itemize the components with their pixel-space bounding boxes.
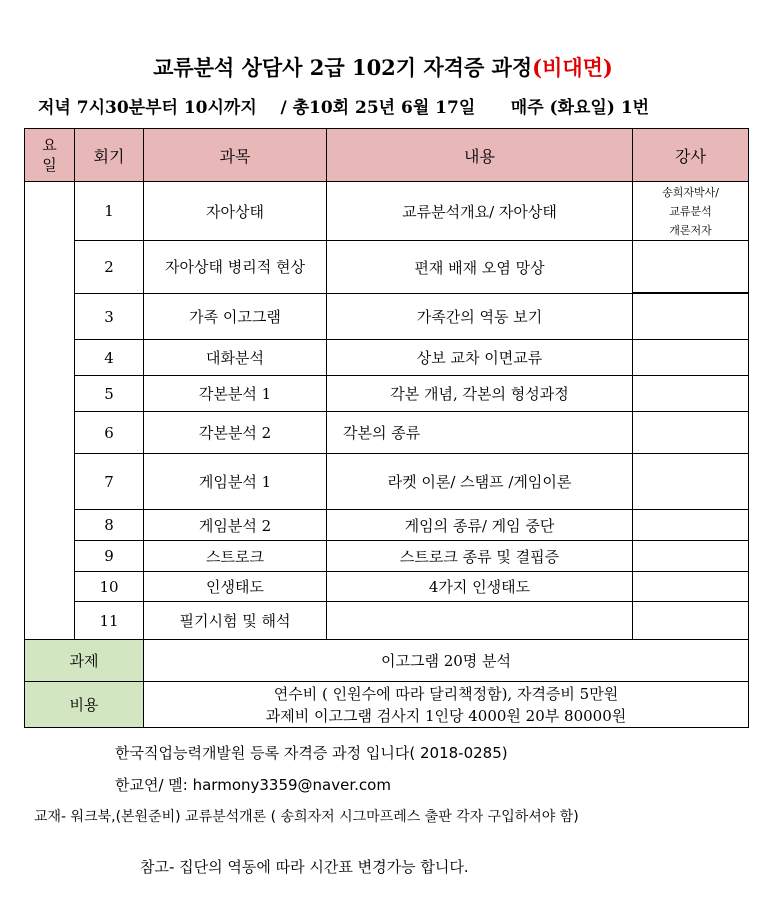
table-row bbox=[25, 572, 749, 602]
content-cell: 각본의 종류 bbox=[327, 412, 633, 454]
table-row bbox=[25, 376, 749, 412]
instructor-cell-empty bbox=[633, 294, 749, 340]
instructor-cell bbox=[633, 182, 749, 241]
subject-cell: 자아상태 병리적 현상 bbox=[144, 241, 327, 294]
subject-cell: 자아상태 bbox=[144, 182, 327, 241]
table-row bbox=[25, 182, 749, 241]
instructor-cell-empty bbox=[633, 241, 749, 294]
subtitle-schedule: 매주 (화요일) 1번 bbox=[510, 98, 650, 118]
subject-cell: 게임분석 2 bbox=[144, 510, 327, 541]
table-row bbox=[25, 412, 749, 454]
instructor-cell-empty bbox=[633, 376, 749, 412]
subject-cell: 대화분석 bbox=[144, 340, 327, 376]
subject-cell: 각본분석 2 bbox=[144, 412, 327, 454]
table-row bbox=[25, 541, 749, 572]
content-cell: 각본 개념, 각본의 형성과정 bbox=[327, 376, 633, 412]
subtitle-sessions: / 총10회 25년 6월 17일 bbox=[280, 98, 476, 118]
cost-row bbox=[25, 682, 749, 728]
instructor-cell-empty bbox=[633, 572, 749, 602]
cost-line2: 과제비 이고그램 검사지 1인당 4000원 20부 80000원 bbox=[265, 706, 627, 725]
registration-note: 한국직업능력개발원 등록 자격증 과정 입니다( 2018-0285) bbox=[115, 744, 508, 762]
session-number: 2 bbox=[75, 241, 144, 294]
instructor-cell-empty bbox=[633, 340, 749, 376]
header-session: 회기 bbox=[75, 129, 144, 182]
curriculum-table bbox=[24, 128, 749, 728]
table-row bbox=[25, 510, 749, 541]
title-highlight: (비대면) bbox=[532, 55, 613, 80]
content-cell: 편재 배재 오염 망상 bbox=[327, 241, 633, 294]
content-cell: 가족간의 역동 보기 bbox=[327, 294, 633, 340]
subtitle bbox=[38, 93, 649, 118]
instructor-line1: 송희자박사/ bbox=[662, 186, 719, 199]
instructor-cell-empty bbox=[633, 454, 749, 510]
subject-cell: 스트로크 bbox=[144, 541, 327, 572]
session-number: 11 bbox=[75, 602, 144, 640]
header-content: 내용 bbox=[327, 129, 633, 182]
session-number: 6 bbox=[75, 412, 144, 454]
textbook-note: 교재- 워크북,(본원준비) 교류분석개론 ( 송희자저 시그마프레스 출판 각자 구입하셔야 함) bbox=[34, 809, 579, 825]
content-cell: 교류분석개요/ 자아상태 bbox=[327, 182, 633, 241]
content-cell bbox=[327, 602, 633, 640]
table-header-row bbox=[25, 129, 749, 182]
instructor-line2: 교류분석 bbox=[669, 205, 712, 218]
session-number: 9 bbox=[75, 541, 144, 572]
content-cell: 4가지 인생태도 bbox=[327, 572, 633, 602]
assignment-row bbox=[25, 640, 749, 682]
subject-cell: 각본분석 1 bbox=[144, 376, 327, 412]
schedule-note: 참고- 집단의 역동에 따라 시간표 변경가능 합니다. bbox=[140, 858, 469, 876]
content-cell: 스트로크 종류 및 결핍증 bbox=[327, 541, 633, 572]
instructor-cell-empty bbox=[633, 602, 749, 640]
session-number: 7 bbox=[75, 454, 144, 510]
assignment-value: 이고그램 20명 분석 bbox=[144, 640, 749, 682]
session-number: 10 bbox=[75, 572, 144, 602]
session-number: 1 bbox=[75, 182, 144, 241]
content-cell: 라켓 이론/ 스탬프 /게임이론 bbox=[327, 454, 633, 510]
session-number: 4 bbox=[75, 340, 144, 376]
table-row bbox=[25, 454, 749, 510]
cost-line1: 연수비 ( 인원수에 따라 달리책정함), 자격증비 5만원 bbox=[273, 684, 619, 703]
content-cell: 상보 교차 이면교류 bbox=[327, 340, 633, 376]
header-day: 요일 bbox=[25, 129, 75, 182]
contact-info: 한교연/ 멜: harmony3359@naver.com bbox=[115, 776, 391, 794]
table-row bbox=[25, 602, 749, 640]
content-cell: 게임의 종류/ 게임 중단 bbox=[327, 510, 633, 541]
instructor-line3: 개론저자 bbox=[669, 224, 712, 237]
title-main: 교류분석 상담사 2급 102기 자격증 과정 bbox=[153, 55, 533, 80]
subject-cell: 인생태도 bbox=[144, 572, 327, 602]
subject-cell: 필기시험 및 해석 bbox=[144, 602, 327, 640]
subtitle-time: 저녁 7시30분부터 10시까지 bbox=[38, 98, 257, 118]
instructor-cell-empty bbox=[633, 412, 749, 454]
table-row bbox=[25, 340, 749, 376]
subject-cell: 가족 이고그램 bbox=[144, 294, 327, 340]
session-number: 8 bbox=[75, 510, 144, 541]
instructor-cell-empty bbox=[633, 510, 749, 541]
header-instructor: 강사 bbox=[633, 129, 749, 182]
cost-value bbox=[144, 682, 749, 728]
instructor-cell-empty bbox=[633, 541, 749, 572]
table-row bbox=[25, 241, 749, 294]
assignment-label: 과제 bbox=[25, 640, 144, 682]
cost-label: 비용 bbox=[25, 682, 144, 728]
table-row bbox=[25, 294, 749, 340]
header-subject: 과목 bbox=[144, 129, 327, 182]
session-number: 3 bbox=[75, 294, 144, 340]
day-cell bbox=[25, 182, 75, 640]
subject-cell: 게임분석 1 bbox=[144, 454, 327, 510]
page-title bbox=[0, 52, 766, 82]
session-number: 5 bbox=[75, 376, 144, 412]
